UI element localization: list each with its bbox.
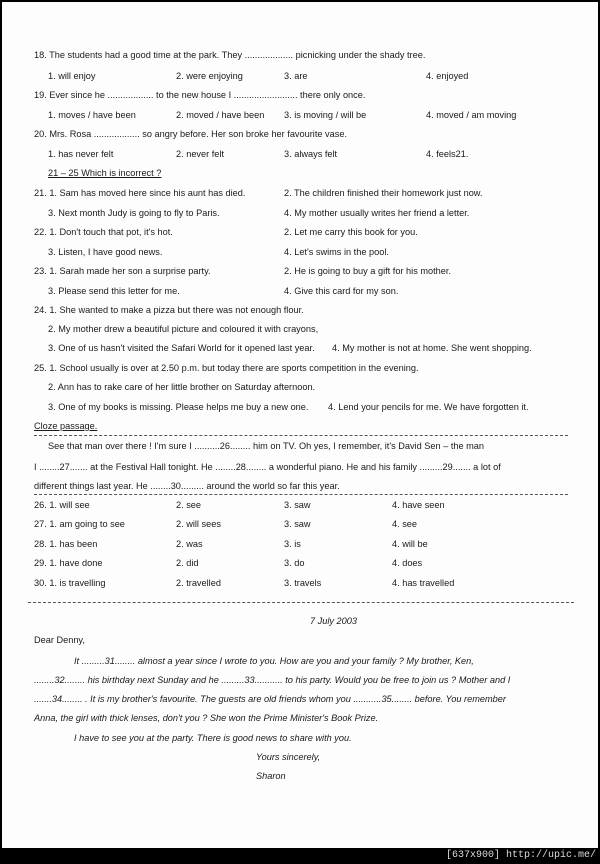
q23-option-3: 3. Please send this letter for me.: [48, 286, 180, 296]
q24-option-3: 3. One of us hasn't visited the Safari World for it opened last year.: [48, 343, 315, 353]
letter-top-rule: [28, 602, 574, 603]
q22-option-3: 3. Listen, I have good news.: [48, 247, 163, 257]
q20-option-1: 1. has never felt: [48, 149, 114, 159]
q29-option-3: 3. do: [284, 558, 305, 568]
q27-option-4: 4. see: [392, 519, 418, 529]
cloze-line-1: See that man over there ! I'm sure I ..........26........ him on TV. Oh yes, I remember, it's David Sen – the man: [48, 441, 485, 451]
letter-line-3: .......34........ . It is my brother's favourite. The guests are old friends whom you ...........35........ before. You remember: [34, 694, 506, 704]
q18-option-2: 2. were enjoying: [176, 71, 243, 81]
q18-option-4: 4. enjoyed: [426, 71, 469, 81]
footer-text: [637x900] http://upic.me/: [445, 850, 596, 861]
q22-option-2: 2. Let me carry this book for you.: [284, 227, 418, 237]
q20-stem: 20. Mrs. Rosa .................. so angry before. Her son broke her favourite vase.: [34, 129, 348, 139]
q19-option-4: 4. moved / am moving: [426, 110, 517, 120]
cloze-line-2: I ........27....... at the Festival Hall tonight. He ........28........ a wonderful piano. He and his family .........29....... a lot of: [34, 462, 501, 472]
q28-option-4: 4. will be: [392, 539, 428, 549]
cloze-title: Cloze passage.: [34, 421, 98, 431]
cloze-bottom-rule: [34, 494, 568, 495]
q23-option-4: 4. Give this card for my son.: [284, 286, 399, 296]
q19-option-2: 2. moved / have been: [176, 110, 265, 120]
q20-option-3: 3. always felt: [284, 149, 338, 159]
q22-option-4: 4. Let's swims in the pool.: [284, 247, 389, 257]
q23-option-2: 2. He is going to buy a gift for his mother.: [284, 266, 451, 276]
q20-option-2: 2. never felt: [176, 149, 225, 159]
q27-option-1: 27. 1. am going to see: [34, 519, 125, 529]
cloze-top-rule: [34, 435, 568, 436]
letter-line-2: ........32........ his birthday next Sunday and he .........33........... to his party. Would you be free to join us ? Mother and I: [34, 675, 511, 685]
q30-option-1: 30. 1. is travelling: [34, 578, 106, 588]
q21-option-2: 2. The children finished their homework just now.: [284, 188, 483, 198]
q27-option-3: 3. saw: [284, 519, 311, 529]
q24-option-1: 24. 1. She wanted to make a pizza but there was not enough flour.: [34, 305, 304, 315]
letter-line-5: I have to see you at the party. There is good news to share with you.: [74, 733, 352, 743]
q19-option-1: 1. moves / have been: [48, 110, 136, 120]
q19-option-3: 3. is moving / will be: [284, 110, 367, 120]
q27-option-2: 2. will sees: [176, 519, 221, 529]
q25-option-1: 25. 1. School usually is over at 2.50 p.m. but today there are sports competition in the evening.: [34, 363, 419, 373]
q29-option-4: 4. does: [392, 558, 423, 568]
q26-option-2: 2. see: [176, 500, 202, 510]
letter-date: 7 July 2003: [310, 616, 357, 626]
q29-option-1: 29. 1. have done: [34, 558, 103, 568]
q28-option-1: 28. 1. has been: [34, 539, 98, 549]
letter-line-4: Anna, the girl with thick lenses, don't you ? She won the Prime Minister's Book Prize.: [34, 713, 379, 723]
section-heading-incorrect: 21 – 25 Which is incorrect ?: [48, 168, 162, 178]
q30-option-4: 4. has travelled: [392, 578, 455, 588]
q19-stem: 19. Ever since he .................. to the new house I ......................... there only once.: [34, 90, 366, 100]
letter-line-1: It .........31........ almost a year since I wrote to you. How are you and your family ? My brother, Ken,: [74, 656, 474, 666]
letter-signature: Sharon: [256, 771, 286, 781]
q30-option-3: 3. travels: [284, 578, 322, 588]
q25-option-2: 2. Ann has to rake care of her little brother on Saturday afternoon.: [48, 382, 316, 392]
q22-option-1: 22. 1. Don't touch that pot, it's hot.: [34, 227, 173, 237]
worksheet-page: [2, 2, 598, 848]
q26-option-3: 3. saw: [284, 500, 311, 510]
q25-option-4: 4. Lend your pencils for me. We have forgotten it.: [328, 402, 529, 412]
q26-option-4: 4. have seen: [392, 500, 445, 510]
q21-option-1: 21. 1. Sam has moved here since his aunt has died.: [34, 188, 246, 198]
q18-option-1: 1. will enjoy: [48, 71, 96, 81]
q24-option-2: 2. My mother drew a beautiful picture and coloured it with crayons,: [48, 324, 319, 334]
q18-option-3: 3. are: [284, 71, 308, 81]
q18-stem: 18. The students had a good time at the park. They ................... picnicking under the shady tree.: [34, 50, 426, 60]
q21-option-3: 3. Next month Judy is going to fly to Paris.: [48, 208, 220, 218]
q28-option-2: 2. was: [176, 539, 203, 549]
q26-option-1: 26. 1. will see: [34, 500, 90, 510]
q29-option-2: 2. did: [176, 558, 199, 568]
q28-option-3: 3. is: [284, 539, 301, 549]
q25-option-3: 3. One of my books is missing. Please helps me buy a new one.: [48, 402, 309, 412]
q20-option-4: 4. feels21.: [426, 149, 469, 159]
letter-greeting: Dear Denny,: [34, 635, 85, 645]
q21-option-4: 4. My mother usually writes her friend a letter.: [284, 208, 470, 218]
image-host-footer: [0, 848, 600, 864]
q23-option-1: 23. 1. Sarah made her son a surprise party.: [34, 266, 211, 276]
cloze-line-3: different things last year. He ........30......... around the world so far this year.: [34, 481, 340, 491]
q24-option-4: 4. My mother is not at home. She went shopping.: [332, 343, 532, 353]
letter-closing: Yours sincerely,: [256, 752, 321, 762]
q30-option-2: 2. travelled: [176, 578, 221, 588]
